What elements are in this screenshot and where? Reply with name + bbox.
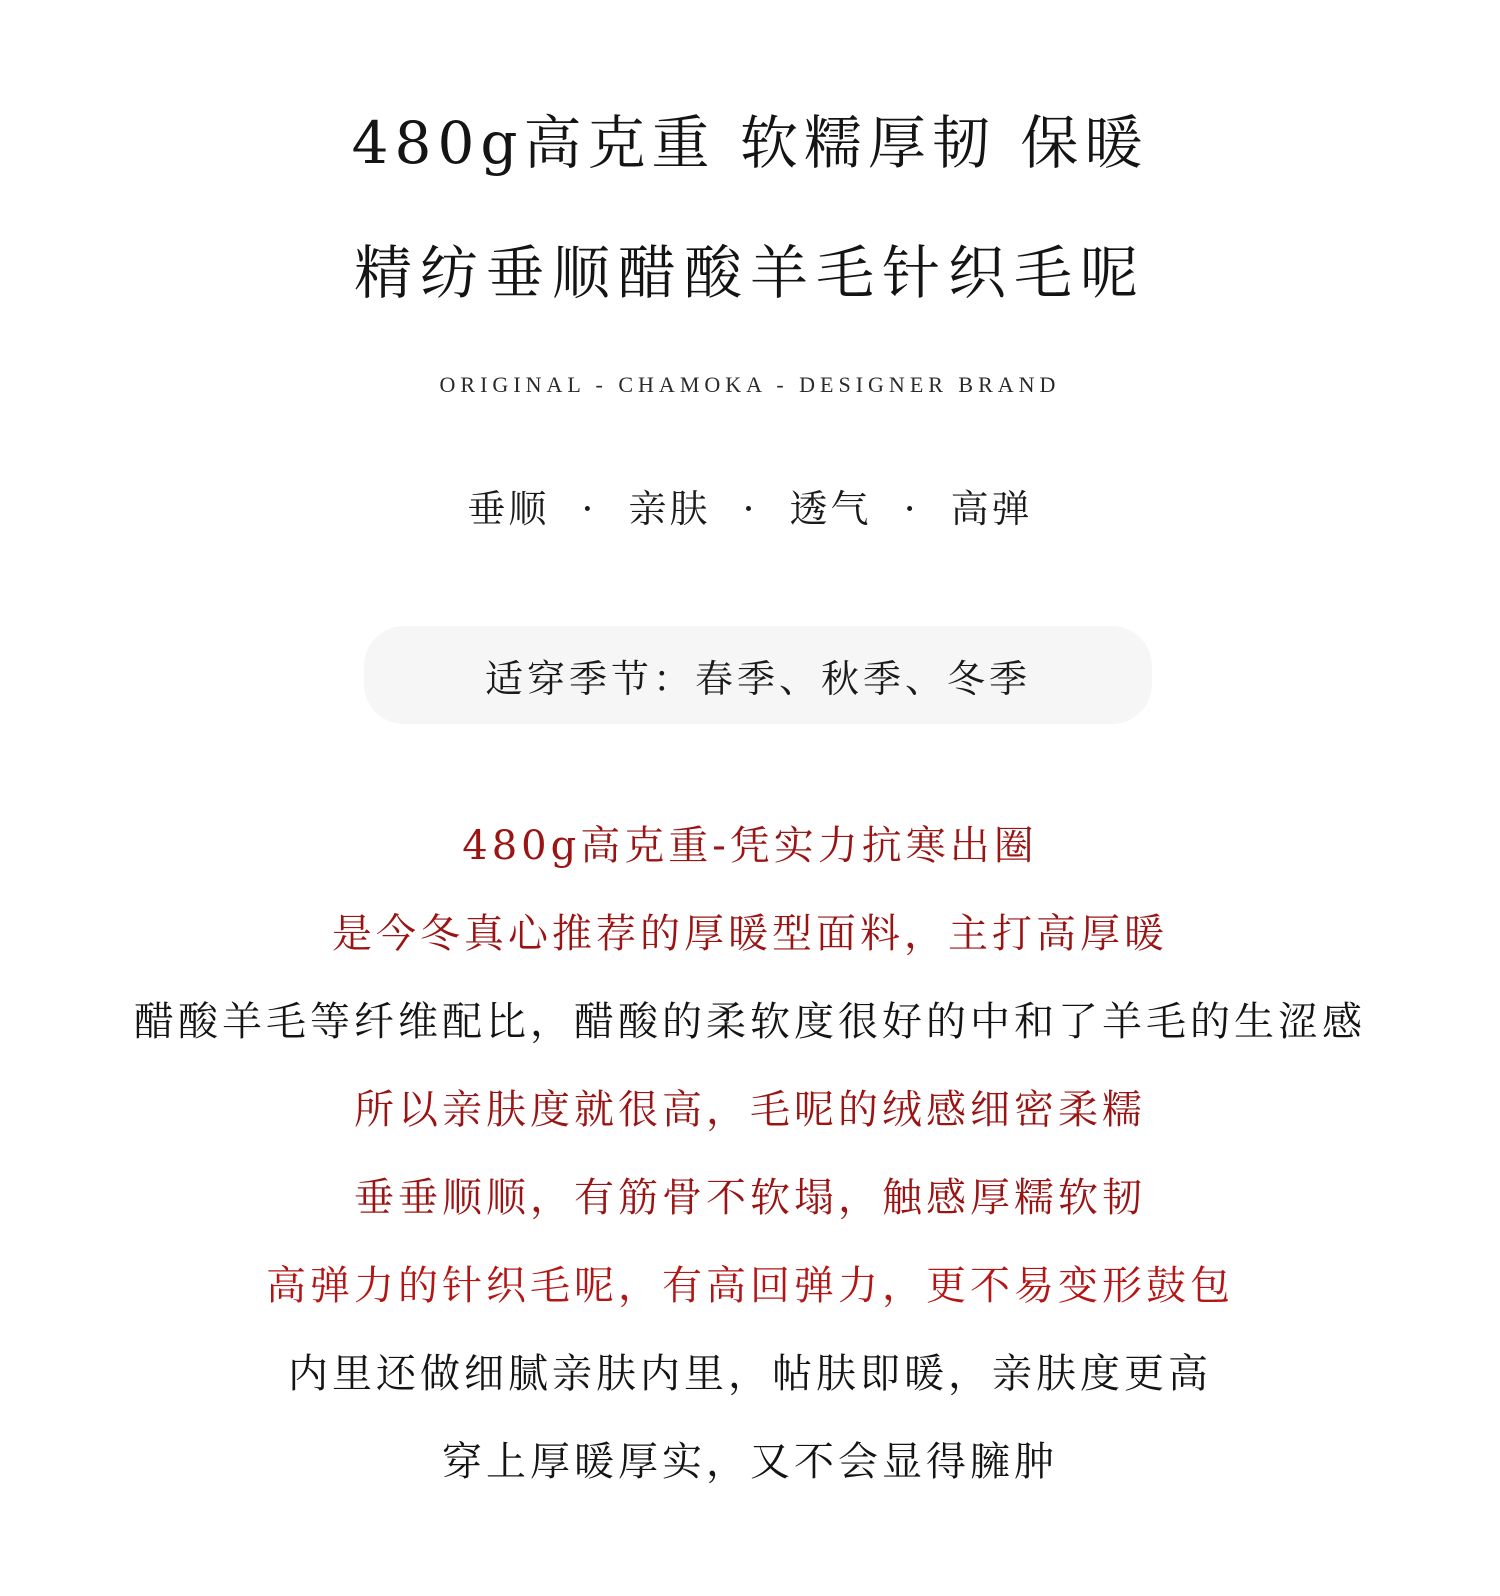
season-badge [364, 626, 1152, 724]
description-line: 高弹力的针织毛呢，有高回弹力，更不易变形鼓包 [266, 1263, 1234, 1309]
feature-separator: · [581, 487, 597, 531]
description-line: 内里还做细腻亲肤内里，帖肤即暖，亲肤度更高 [288, 1351, 1212, 1397]
description-lines [0, 802, 1500, 1506]
description-line: 醋酸羊毛等纤维配比，醋酸的柔软度很好的中和了羊毛的生涩感 [134, 999, 1366, 1045]
feature-item-drape: 垂顺 [467, 487, 550, 531]
feature-separator: · [742, 487, 758, 531]
feature-item-skin-friendly: 亲肤 [628, 487, 711, 531]
description-line: 是今冬真心推荐的厚暖型面料，主打高厚暖 [332, 911, 1168, 957]
feature-list [0, 478, 1500, 533]
page-title-line-2: 精纺垂顺醋酸羊毛针织毛呢 [353, 239, 1146, 307]
description-line: 垂垂顺顺，有筋骨不软塌，触感厚糯软韧 [354, 1175, 1146, 1221]
feature-item-breathable: 透气 [789, 487, 872, 531]
feature-item-high-elastic: 高弹 [950, 487, 1033, 531]
feature-separator: · [903, 487, 919, 531]
description-line: 穿上厚暖厚实，又不会显得臃肿 [442, 1439, 1058, 1485]
description-line: 所以亲肤度就很高，毛呢的绒感细密柔糯 [354, 1087, 1146, 1133]
season-label: 适穿季节：春季、秋季、冬季 [484, 656, 1031, 701]
brand-tagline: ORIGINAL - CHAMOKA - DESIGNER BRAND [439, 372, 1061, 397]
description-line: 480g高克重-凭实力抗寒出圈 [462, 823, 1038, 869]
page-title-line-1: 480g高克重 软糯厚韧 保暖 [351, 109, 1149, 177]
